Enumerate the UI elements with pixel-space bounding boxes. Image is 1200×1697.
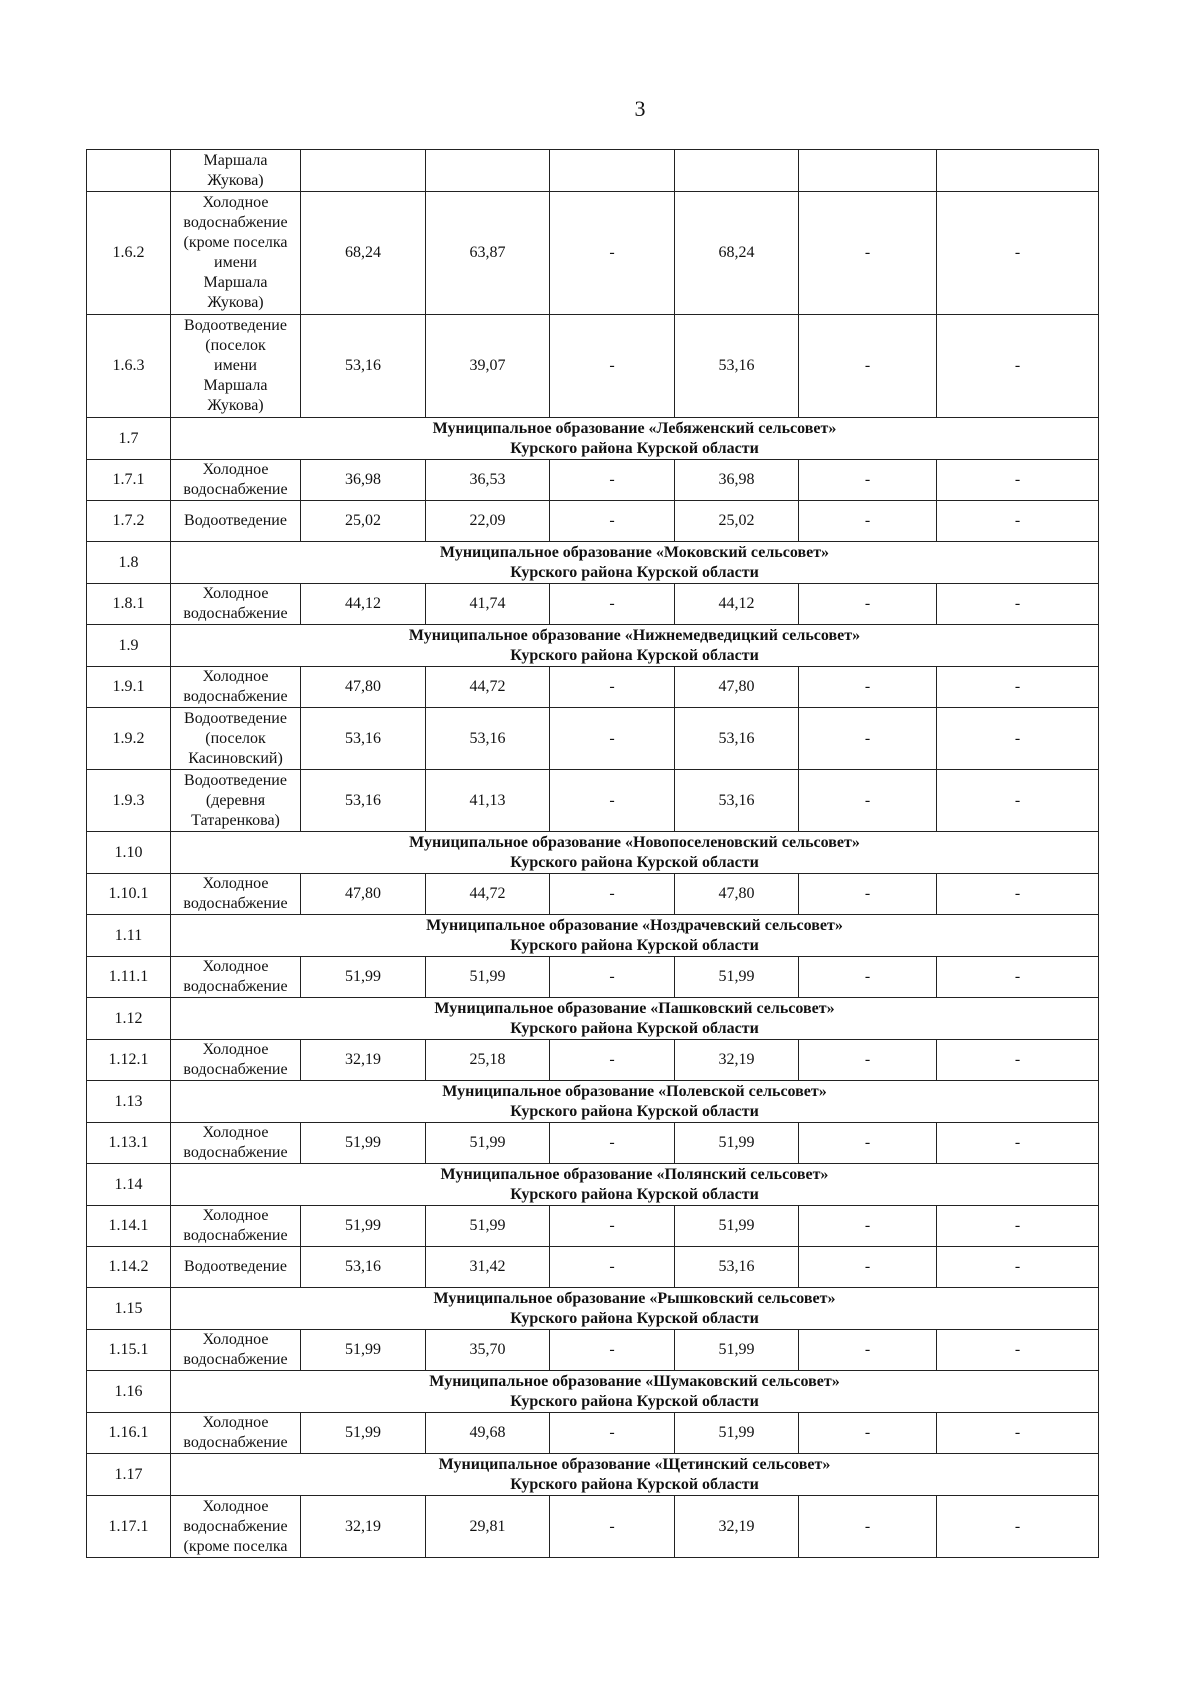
section-title-main: Муниципальное образование «Шумаковский сельсовет»: [429, 1372, 840, 1390]
section-title: [171, 1371, 1099, 1413]
tariff-value: [799, 150, 937, 192]
tariff-value: -: [937, 1496, 1099, 1558]
service-line: Жукова): [207, 397, 264, 414]
tariff-table: [86, 149, 1099, 1558]
service-line: Маршала: [203, 377, 268, 394]
service-name: [171, 667, 301, 708]
tariff-value: -: [937, 460, 1099, 501]
service-name: [171, 1330, 301, 1371]
service-name: [171, 1247, 301, 1288]
tariff-value: 53,16: [301, 708, 426, 770]
section-title-main: Муниципальное образование «Лебяженский сельсовет»: [432, 419, 837, 437]
row-number: 1.11.1: [87, 957, 171, 998]
tariff-value: 51,99: [426, 1206, 550, 1247]
tariff-value: 68,24: [675, 192, 799, 315]
section-row: [87, 998, 1099, 1040]
tariff-value: -: [799, 1206, 937, 1247]
tariff-value: -: [550, 1123, 675, 1164]
section-title-main: Муниципальное образование «Щетинский сельсовет»: [438, 1455, 831, 1473]
table-row: [87, 770, 1099, 832]
tariff-value: 44,12: [301, 584, 426, 625]
service-line: Холодное: [202, 194, 269, 211]
tariff-value: 36,53: [426, 460, 550, 501]
table-row: [87, 667, 1099, 708]
table-row: [87, 957, 1099, 998]
tariff-value: -: [550, 1330, 675, 1371]
section-row: [87, 418, 1099, 460]
tariff-value: -: [799, 874, 937, 915]
tariff-value: 49,68: [426, 1413, 550, 1454]
table-row: [87, 1040, 1099, 1081]
tariff-value: [550, 150, 675, 192]
service-line: Водоотведение: [184, 771, 287, 789]
service-line: водоснабжение: [183, 481, 288, 498]
tariff-value: -: [937, 770, 1099, 832]
service-name: [171, 708, 301, 770]
section-row: [87, 832, 1099, 874]
tariff-value: 51,99: [675, 1413, 799, 1454]
tariff-value: -: [799, 667, 937, 708]
tariff-value: -: [937, 1206, 1099, 1247]
service-name: [171, 192, 301, 315]
tariff-value: -: [550, 1206, 675, 1247]
service-line: Жукова): [207, 294, 264, 311]
tariff-value: 51,99: [301, 1123, 426, 1164]
row-number: 1.8.1: [87, 584, 171, 625]
section-title: [171, 1454, 1099, 1496]
tariff-value: 51,99: [675, 1206, 799, 1247]
tariff-value: -: [799, 460, 937, 501]
tariff-value: 36,98: [301, 460, 426, 501]
table-row: [87, 460, 1099, 501]
tariff-value: 51,99: [675, 1330, 799, 1371]
row-number: 1.16.1: [87, 1413, 171, 1454]
tariff-value: -: [937, 584, 1099, 625]
tariff-value: 31,42: [426, 1247, 550, 1288]
row-number: 1.6.2: [87, 192, 171, 315]
table-row: [87, 1413, 1099, 1454]
section-row: [87, 915, 1099, 957]
row-number: 1.7.2: [87, 501, 171, 542]
tariff-value: -: [550, 584, 675, 625]
tariff-value: 44,72: [426, 874, 550, 915]
service-line: Татаренкова): [191, 811, 280, 829]
tariff-value: 51,99: [301, 1330, 426, 1371]
service-line: (кроме поселка: [183, 234, 288, 251]
service-name: [171, 1123, 301, 1164]
row-number: 1.10.1: [87, 874, 171, 915]
tariff-value: 36,98: [675, 460, 799, 501]
row-number: 1.7: [87, 418, 171, 460]
tariff-value: 68,24: [301, 192, 426, 315]
service-name: [171, 150, 301, 192]
tariff-value: -: [550, 957, 675, 998]
row-number: 1.9.2: [87, 708, 171, 770]
table-row: [87, 1206, 1099, 1247]
tariff-value: 47,80: [675, 667, 799, 708]
tariff-value: 51,99: [301, 1413, 426, 1454]
tariff-value: 41,74: [426, 584, 550, 625]
service-name: [171, 770, 301, 832]
service-line: Холодное: [202, 1124, 269, 1141]
service-name: [171, 584, 301, 625]
tariff-value: 53,16: [301, 1247, 426, 1288]
section-title: [171, 418, 1099, 460]
service-line: Холодное: [202, 1414, 269, 1431]
row-number: 1.9.1: [87, 667, 171, 708]
tariff-value: 41,13: [426, 770, 550, 832]
tariff-value: 32,19: [675, 1496, 799, 1558]
service-name: [171, 501, 301, 542]
row-number: 1.10: [87, 832, 171, 874]
tariff-value: -: [550, 667, 675, 708]
tariff-value: -: [799, 584, 937, 625]
section-title: [171, 832, 1099, 874]
service-line: водоснабжение: [183, 1227, 288, 1244]
section-row: [87, 1081, 1099, 1123]
tariff-value: -: [799, 1040, 937, 1081]
section-title-region: Курского района Курской области: [510, 1475, 759, 1493]
tariff-value: -: [799, 315, 937, 418]
tariff-value: 44,12: [675, 584, 799, 625]
row-number: 1.13.1: [87, 1123, 171, 1164]
table-row: [87, 1247, 1099, 1288]
section-title-region: Курского района Курской области: [510, 853, 759, 871]
tariff-value: 32,19: [301, 1040, 426, 1081]
tariff-value: -: [550, 460, 675, 501]
tariff-value: 51,99: [301, 1206, 426, 1247]
row-number: 1.13: [87, 1081, 171, 1123]
table-row: [87, 1496, 1099, 1558]
section-title-region: Курского района Курской области: [510, 1309, 759, 1327]
tariff-value: -: [937, 1330, 1099, 1371]
tariff-value: -: [937, 1247, 1099, 1288]
table-row: [87, 1330, 1099, 1371]
service-line: Холодное: [202, 461, 269, 478]
table-row: [87, 1123, 1099, 1164]
service-name: [171, 1206, 301, 1247]
section-title-main: Муниципальное образование «Нижнемедведицкий сельсовет»: [408, 626, 861, 644]
page-number: 3: [634, 96, 646, 121]
tariff-value: 51,99: [426, 1123, 550, 1164]
tariff-value: 29,81: [426, 1496, 550, 1558]
tariff-value: 47,80: [301, 874, 426, 915]
service-line: водоснабжение: [183, 1144, 288, 1161]
row-number: 1.7.1: [87, 460, 171, 501]
service-line: водоснабжение: [183, 1434, 288, 1451]
table-row: [87, 192, 1099, 315]
service-line: водоснабжение: [183, 978, 288, 995]
tariff-value: -: [937, 874, 1099, 915]
table-row: [87, 501, 1099, 542]
service-line: водоснабжение: [183, 688, 288, 705]
section-title: [171, 1081, 1099, 1123]
section-title-region: Курского района Курской области: [510, 646, 759, 664]
service-name: [171, 460, 301, 501]
service-line: водоснабжение: [183, 214, 288, 231]
tariff-value: 32,19: [675, 1040, 799, 1081]
section-row: [87, 1454, 1099, 1496]
row-number: 1.8: [87, 542, 171, 584]
service-line: Холодное: [202, 958, 269, 975]
service-line: Холодное: [202, 1331, 269, 1348]
section-title: [171, 542, 1099, 584]
tariff-value: -: [799, 192, 937, 315]
table-row: [87, 150, 1099, 192]
tariff-value: -: [799, 708, 937, 770]
tariff-value: -: [550, 1040, 675, 1081]
tariff-value: -: [937, 1413, 1099, 1454]
row-number: 1.15.1: [87, 1330, 171, 1371]
tariff-value: -: [937, 315, 1099, 418]
service-line: (деревня: [205, 791, 266, 809]
tariff-value: -: [937, 1123, 1099, 1164]
service-line: (кроме поселка: [183, 1537, 288, 1555]
tariff-value: 44,72: [426, 667, 550, 708]
tariff-value: 53,16: [426, 708, 550, 770]
tariff-value: -: [799, 1123, 937, 1164]
tariff-value: 51,99: [675, 1123, 799, 1164]
tariff-value: [301, 150, 426, 192]
service-line: (поселок: [205, 729, 266, 747]
tariff-value: -: [799, 1413, 937, 1454]
row-number: 1.14: [87, 1164, 171, 1206]
tariff-value: -: [937, 192, 1099, 315]
table-row: [87, 708, 1099, 770]
tariff-value: 39,07: [426, 315, 550, 418]
section-row: [87, 1288, 1099, 1330]
row-number: 1.12: [87, 998, 171, 1040]
service-line: водоснабжение: [183, 895, 288, 912]
section-row: [87, 1371, 1099, 1413]
section-row: [87, 542, 1099, 584]
tariff-value: -: [937, 1040, 1099, 1081]
row-number: 1.16: [87, 1371, 171, 1413]
tariff-value: -: [799, 1496, 937, 1558]
tariff-value: 47,80: [301, 667, 426, 708]
tariff-value: -: [937, 708, 1099, 770]
service-line: (поселок: [205, 337, 266, 354]
section-title-region: Курского района Курской области: [510, 563, 759, 581]
section-title-region: Курского района Курской области: [510, 1392, 759, 1410]
tariff-value: 53,16: [675, 708, 799, 770]
tariff-value: -: [550, 501, 675, 542]
service-name: [171, 874, 301, 915]
section-title-region: Курского района Курской области: [510, 1102, 759, 1120]
tariff-value: -: [937, 957, 1099, 998]
section-row: [87, 1164, 1099, 1206]
service-name: [171, 1496, 301, 1558]
service-line: Водоотведение: [184, 512, 287, 529]
tariff-value: -: [550, 1496, 675, 1558]
service-line: Холодное: [202, 668, 269, 685]
tariff-value: 32,19: [301, 1496, 426, 1558]
tariff-value: -: [799, 1247, 937, 1288]
tariff-value: -: [550, 1413, 675, 1454]
service-line: Холодное: [202, 1497, 269, 1515]
section-title-main: Муниципальное образование «Полянский сельсовет»: [440, 1165, 829, 1183]
section-title: [171, 1288, 1099, 1330]
section-title-region: Курского района Курской области: [510, 936, 759, 954]
tariff-value: [426, 150, 550, 192]
row-number: 1.17.1: [87, 1496, 171, 1558]
row-number: 1.15: [87, 1288, 171, 1330]
tariff-value: 51,99: [301, 957, 426, 998]
service-line: имени: [214, 357, 257, 374]
tariff-value: 25,18: [426, 1040, 550, 1081]
table-row: [87, 584, 1099, 625]
service-line: Холодное: [202, 875, 269, 892]
row-number: 1.6.3: [87, 315, 171, 418]
section-title-main: Муниципальное образование «Моковский сельсовет»: [439, 543, 830, 561]
row-number: 1.12.1: [87, 1040, 171, 1081]
row-number: 1.11: [87, 915, 171, 957]
tariff-value: 35,70: [426, 1330, 550, 1371]
tariff-value: -: [550, 315, 675, 418]
row-number: 1.9.3: [87, 770, 171, 832]
tariff-value: -: [799, 1330, 937, 1371]
section-title: [171, 915, 1099, 957]
row-number: 1.9: [87, 625, 171, 667]
service-line: Маршала: [203, 274, 268, 291]
service-line: Жукова): [207, 171, 264, 189]
section-title-main: Муниципальное образование «Ноздрачевский сельсовет»: [426, 916, 843, 934]
row-number: 1.17: [87, 1454, 171, 1496]
service-name: [171, 315, 301, 418]
tariff-value: 63,87: [426, 192, 550, 315]
service-line: Холодное: [202, 1207, 269, 1224]
service-name: [171, 1040, 301, 1081]
tariff-value: -: [799, 501, 937, 542]
tariff-value: -: [550, 192, 675, 315]
service-line: Водоотведение: [184, 317, 287, 334]
section-title-main: Муниципальное образование «Рышковский сельсовет»: [433, 1289, 836, 1307]
table-row: [87, 315, 1099, 418]
tariff-value: 51,99: [675, 957, 799, 998]
section-title: [171, 998, 1099, 1040]
section-title-main: Муниципальное образование «Новопоселеновский сельсовет»: [409, 833, 860, 851]
tariff-value: -: [937, 501, 1099, 542]
section-title-main: Муниципальное образование «Пашковский сельсовет»: [434, 999, 835, 1017]
tariff-value: -: [550, 770, 675, 832]
row-number: [87, 150, 171, 192]
tariff-value: -: [550, 708, 675, 770]
tariff-value: 53,16: [301, 770, 426, 832]
tariff-value: [675, 150, 799, 192]
tariff-value: 25,02: [301, 501, 426, 542]
tariff-value: 25,02: [675, 501, 799, 542]
service-line: Маршала: [203, 151, 268, 169]
section-title-main: Муниципальное образование «Полевской сельсовет»: [442, 1082, 827, 1100]
service-line: водоснабжение: [183, 605, 288, 622]
service-line: Холодное: [202, 585, 269, 602]
tariff-value: 53,16: [301, 315, 426, 418]
tariff-value: 53,16: [675, 770, 799, 832]
service-line: имени: [214, 254, 257, 271]
section-title: [171, 1164, 1099, 1206]
row-number: 1.14.1: [87, 1206, 171, 1247]
tariff-value: -: [937, 667, 1099, 708]
service-line: Водоотведение: [184, 1258, 287, 1275]
tariff-value: -: [550, 874, 675, 915]
table-row: [87, 874, 1099, 915]
tariff-value: 51,99: [426, 957, 550, 998]
row-number: 1.14.2: [87, 1247, 171, 1288]
section-title-region: Курского района Курской области: [510, 1185, 759, 1203]
section-title: [171, 625, 1099, 667]
service-name: [171, 1413, 301, 1454]
service-line: Холодное: [202, 1041, 269, 1058]
tariff-value: 53,16: [675, 1247, 799, 1288]
service-line: водоснабжение: [183, 1517, 288, 1535]
section-row: [87, 625, 1099, 667]
tariff-value: [937, 150, 1099, 192]
tariff-value: -: [799, 770, 937, 832]
service-line: Водоотведение: [184, 709, 287, 727]
service-line: водоснабжение: [183, 1061, 288, 1078]
section-title-region: Курского района Курской области: [510, 1019, 759, 1037]
section-title-region: Курского района Курской области: [510, 439, 759, 457]
service-line: водоснабжение: [183, 1351, 288, 1368]
tariff-value: 47,80: [675, 874, 799, 915]
tariff-value: 53,16: [675, 315, 799, 418]
service-name: [171, 957, 301, 998]
service-line: Касиновский): [188, 749, 283, 767]
tariff-value: -: [550, 1247, 675, 1288]
tariff-value: -: [799, 957, 937, 998]
tariff-value: 22,09: [426, 501, 550, 542]
